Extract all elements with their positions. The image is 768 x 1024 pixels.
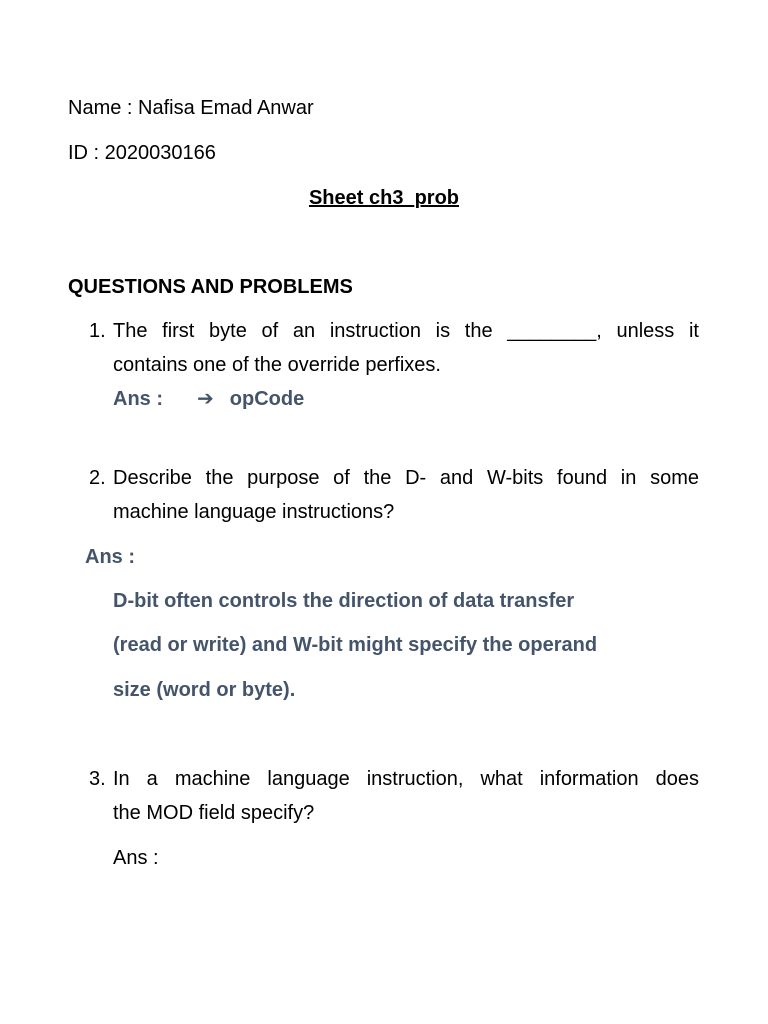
question-text-line: Describe the purpose of the D- and W-bits found in some xyxy=(113,467,699,489)
arrow-right-icon: ➔ xyxy=(197,388,214,410)
question-text-line: contains one of the override perfixes. xyxy=(113,354,441,376)
question-text-line: The first byte of an instruction is the ________, unless it xyxy=(113,320,699,342)
section-heading: QUESTIONS AND PROBLEMS xyxy=(68,276,353,298)
question-number: 1. xyxy=(89,320,106,342)
answer-line: D-bit often controls the direction of data transfer xyxy=(113,590,575,612)
answer-label: Ans : xyxy=(113,388,163,410)
answer-text: opCode xyxy=(229,388,305,410)
sheet-title: Sheet ch3_prob xyxy=(308,187,460,209)
question-text-line: In a machine language instruction, what information does xyxy=(113,768,699,790)
question-number: 3. xyxy=(89,768,106,790)
question-number: 2. xyxy=(89,467,106,489)
answer-line: (read or write) and W-bit might specify the operand xyxy=(113,634,598,656)
answer-label: Ans : xyxy=(113,847,159,869)
question-text-line: machine language instructions? xyxy=(113,501,395,523)
student-name: Name : Nafisa Emad Anwar xyxy=(68,97,314,119)
answer xyxy=(113,387,304,411)
student-id: ID : 2020030166 xyxy=(68,142,216,164)
question-text-line: the MOD field specify? xyxy=(113,802,315,824)
answer-label: Ans : xyxy=(85,546,135,568)
answer-line: size (word or byte). xyxy=(113,679,296,701)
